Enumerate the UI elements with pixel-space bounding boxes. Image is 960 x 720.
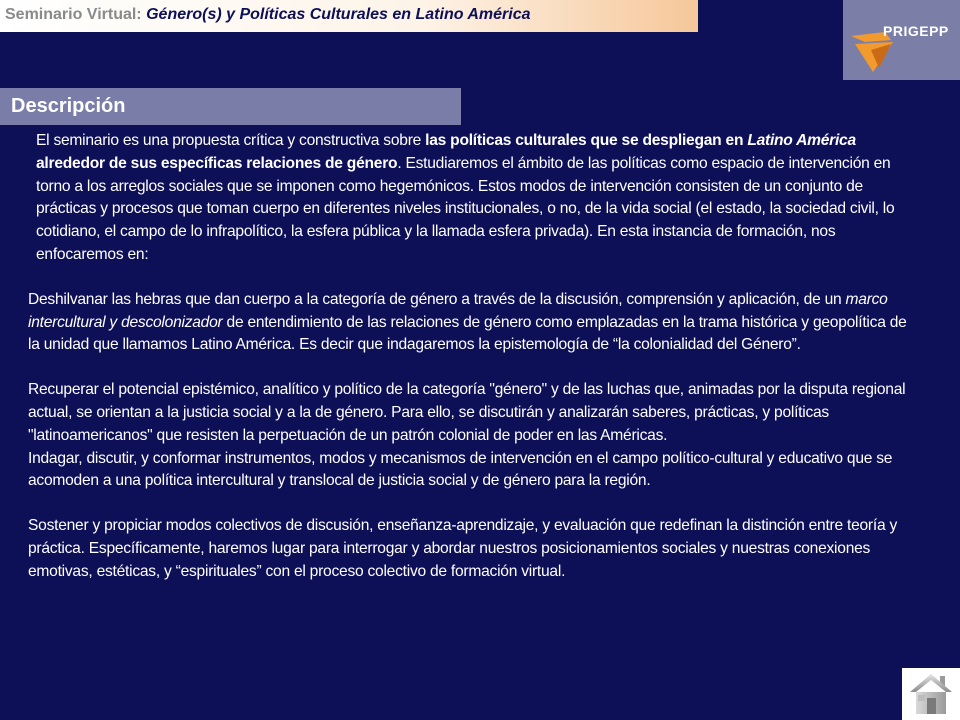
- description-content: [28, 130, 918, 584]
- header-bar: [0, 0, 698, 32]
- header-prefix: Seminario Virtual:: [5, 6, 142, 23]
- paragraph-intro: [28, 130, 918, 267]
- logo-text: PRIGEPP: [883, 23, 949, 39]
- paragraph-recuperar: Recuperar el potencial epistémico, analítico y político de la categoría "género" y de las luchas que, animadas por la disputa regional actual, se orientan a la justicia social y a la de género. Para ello, se discutirán y analizarán saberes, prácticas, y políticas "latinoamericanos" que resisten la perpetuación de un patrón colonial de poder en las Américas.: [28, 381, 906, 444]
- paragraph-deshilvanar: [28, 289, 918, 357]
- text-run-bold-italic: Latino América: [747, 132, 856, 149]
- section-header: [0, 88, 461, 125]
- section-title: Descripción: [11, 95, 126, 117]
- home-icon: [908, 672, 954, 716]
- text-run-bold: las políticas culturales que se despliegan en: [425, 132, 748, 149]
- prigepp-logo[interactable]: [843, 0, 960, 80]
- paragraph-indagar: Indagar, discutir, y conformar instrumentos, modos y mecanismos de intervención en el campo político-cultural y educativo que se acomoden a una política intercultural y translocal de justicia social y de género para la región.: [28, 449, 893, 490]
- paragraph-sostener: Sostener y propiciar modos colectivos de discusión, enseñanza-aprendizaje, y evaluación que redefinan la distinción entre teoría y práctica. Específicamente, haremos lugar para interrogar y abordar nuestros posicionamientos sociales y nuestras conexiones emotivas, estéticas, y “espirituales” con el proceso colectivo de formación virtual.: [28, 517, 897, 580]
- text-run-bold: alrededor de sus específicas relaciones de género: [36, 154, 398, 172]
- text-run: El seminario es una propuesta crítica y constructiva sobre: [36, 132, 426, 149]
- header-title: [5, 6, 531, 24]
- text-run: Deshilvanar las hebras que dan cuerpo a la categoría de género a través de la discusión, comprensión y aplicación, de un: [28, 290, 846, 308]
- text-run: . Estudiaremos el ámbito de las políticas como espacio de intervención en torno a los arreglos sociales que se imponen como hegemónicos. Estos modos de intervención consisten de un conjunto de prácticas y procesos que toman cuerpo en diferentes niveles institucionales, o no, de la vida social (el estado, la sociedad civil, lo cotidiano, el campo de lo infrapolítico, la esfera pública y la llamada esfera privada). En esta instancia de formación, nos enfocaremos en:: [36, 154, 895, 263]
- text-run-italic: marco intercultural y descolonizador: [28, 290, 888, 331]
- header-course-title: Género(s) y Políticas Culturales en Latino América: [146, 6, 531, 23]
- text-run: de entendimiento de las relaciones de género como emplazadas en la trama histórica y geopolítica de la unidad que llamamos Latino América. Es decir que indagaremos la epistemología de “la colonialidad del Género”.: [28, 313, 907, 354]
- home-button[interactable]: [902, 668, 960, 720]
